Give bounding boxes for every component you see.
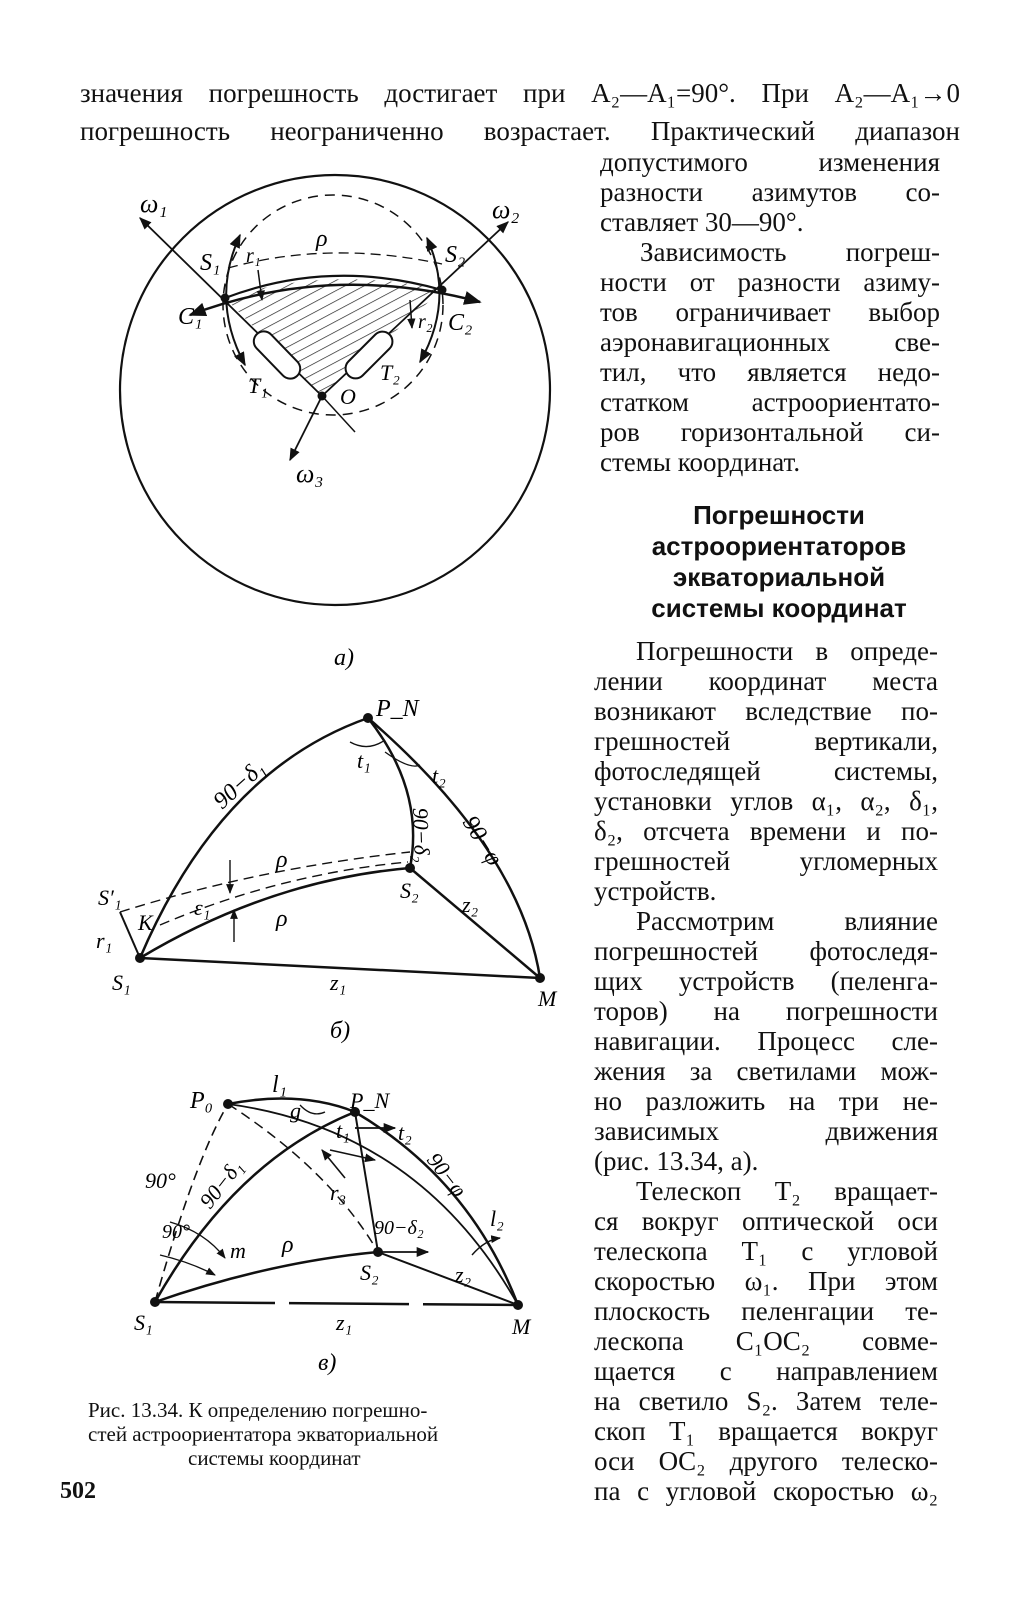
label: t₁ — [357, 748, 371, 773]
text-line: ся вокруг оптической оси — [594, 1206, 938, 1236]
label: K — [138, 910, 153, 935]
text-line: тов ограничивает выбор — [600, 297, 940, 327]
figure-caption: системы координат — [188, 1446, 361, 1470]
label: r₂ — [418, 311, 433, 333]
label: z₂ — [462, 892, 479, 917]
label: ρ — [316, 226, 328, 252]
section-heading-line: астроориентаторов — [651, 531, 907, 561]
label: 90° — [145, 1168, 176, 1193]
section-heading-line: экваториальной — [672, 562, 886, 592]
label: 90−δ₂ — [408, 807, 435, 863]
label: z₁ — [336, 1310, 353, 1335]
label: r₃ — [330, 1180, 347, 1205]
label: r₁ — [246, 245, 261, 267]
label: C₂ — [448, 310, 473, 336]
page-number: 502 — [60, 1478, 96, 1504]
label: 90−φ — [422, 1147, 472, 1202]
text-line: допустимого изменения — [600, 147, 940, 177]
label: M — [538, 986, 557, 1011]
text-line: Погрешности в опреде- — [636, 636, 938, 666]
label: z₁ — [330, 970, 347, 995]
text-line: возникают вследствие по- — [594, 696, 938, 726]
text-line: тил, что является недо- — [600, 357, 940, 387]
text-line: стемы координат. — [600, 447, 801, 477]
figure-caption: стей астроориентатора экваториальной — [88, 1422, 439, 1446]
label: ρ — [276, 906, 288, 932]
text-line: фотоследящей системы, — [594, 756, 938, 786]
label: ω₃ — [296, 459, 324, 488]
label: S₁ — [134, 1310, 153, 1335]
text-line: скоп T₁ вращается вокруг — [594, 1416, 938, 1446]
text-line: на светило S₂. Затем теле- — [594, 1386, 938, 1416]
text-line: погрешность неограниченно возрастает. Практический диапазон — [80, 116, 960, 146]
text-line: жения за светилами мож- — [594, 1056, 938, 1086]
label: M — [512, 1314, 531, 1339]
text-line: скоростью ω₁. При этом — [594, 1266, 938, 1296]
label: t₂ — [398, 1120, 412, 1145]
text-line: аэронавигационных све- — [600, 327, 940, 357]
label: ω₂ — [492, 195, 520, 224]
text-line: но разложить на три не- — [594, 1086, 938, 1116]
label: t₂ — [432, 763, 446, 788]
label: C₁ — [178, 304, 203, 330]
label: 90−φ — [456, 811, 508, 871]
text-line: зависимых движения — [594, 1116, 938, 1146]
label: P_N — [376, 696, 419, 722]
text-line: навигации. Процесс сле- — [594, 1026, 938, 1056]
section-heading-line: Погрешности — [693, 500, 865, 530]
label: 90° — [162, 1221, 190, 1243]
text-line: лении координат места — [594, 666, 938, 696]
label: S₁ — [112, 970, 131, 995]
label: l₁ — [272, 1072, 288, 1098]
text-line: (рис. 13.34, а). — [594, 1146, 759, 1176]
section-heading-line: системы координат — [651, 593, 907, 623]
text-line: погрешностей фотоследя- — [594, 936, 938, 966]
figure-b — [96, 696, 558, 1044]
figure-a — [120, 175, 550, 671]
sublabel: б) — [330, 1018, 351, 1044]
label: S₂ — [445, 242, 466, 268]
label: S₂ — [400, 878, 419, 903]
text-line: δ₂, отсчета времени и по- — [594, 816, 938, 846]
text-line: установки углов α₁, α₂, δ₁, — [594, 786, 938, 816]
label: 90−δ₂ — [374, 1217, 424, 1239]
label: 90−δ₁ — [208, 755, 271, 815]
label: l₂ — [490, 1206, 504, 1231]
text-line: щих устройств (пеленга- — [594, 966, 938, 996]
label: m — [230, 1238, 246, 1263]
text-line: Зависимость погреш- — [640, 237, 940, 267]
label: T₂ — [380, 360, 400, 385]
text-line: плоскость пеленгации те- — [594, 1296, 938, 1326]
label: g — [290, 1098, 301, 1123]
text-line: торов) на погрешности — [594, 996, 938, 1026]
outer-sphere — [120, 175, 550, 605]
label: 90−δ₁ — [194, 1154, 248, 1214]
text-line: ров горизонтальной си- — [600, 417, 940, 447]
text-line: грешностей угломерных — [594, 846, 938, 876]
label: S₁ — [200, 250, 221, 276]
label: P_N — [350, 1088, 390, 1113]
label: O — [340, 384, 356, 409]
label: ε₁ — [194, 895, 211, 920]
label: P₀ — [190, 1088, 214, 1114]
text-line: па с угловой скоростью ω₂ — [594, 1476, 938, 1506]
text-line: Телескоп T₂ вращает- — [636, 1176, 938, 1206]
text-line: оси OC₂ другого телеско- — [594, 1446, 938, 1476]
label: ω₁ — [140, 189, 168, 218]
label: S₂ — [360, 1260, 379, 1285]
text-line: телескопа T₁ с угловой — [594, 1236, 938, 1266]
text-line: ности от разности азиму- — [600, 267, 940, 297]
sublabel: в) — [318, 1350, 337, 1376]
figure-caption: Рис. 13.34. К определению погрешно- — [88, 1398, 428, 1422]
text-line: Рассмотрим влияние — [636, 906, 938, 936]
label: t₁ — [336, 1118, 350, 1143]
label: T₁ — [248, 373, 268, 398]
text-line: грешностей вертикали, — [594, 726, 938, 756]
label: S′₁ — [98, 885, 122, 910]
label: ρ — [282, 1232, 294, 1258]
text-line: лескопа C₁OC₂ совме- — [594, 1326, 938, 1356]
text-line: значения погрешность достигает при A₂—A₁=90°. При A₂—A₁→0 — [80, 78, 960, 108]
label: z₂ — [455, 1262, 472, 1287]
text-line: ставляет 30—90°. — [600, 207, 804, 237]
text-line: щается с направлением — [594, 1356, 938, 1386]
label: r₁ — [96, 928, 113, 953]
figure-c — [134, 1072, 532, 1376]
label: ρ — [276, 847, 288, 873]
sublabel: а) — [334, 645, 354, 671]
text-line: статком астроориентато- — [600, 387, 940, 417]
text-line: разности азимутов со- — [600, 177, 940, 207]
text-line: устройств. — [594, 876, 717, 906]
